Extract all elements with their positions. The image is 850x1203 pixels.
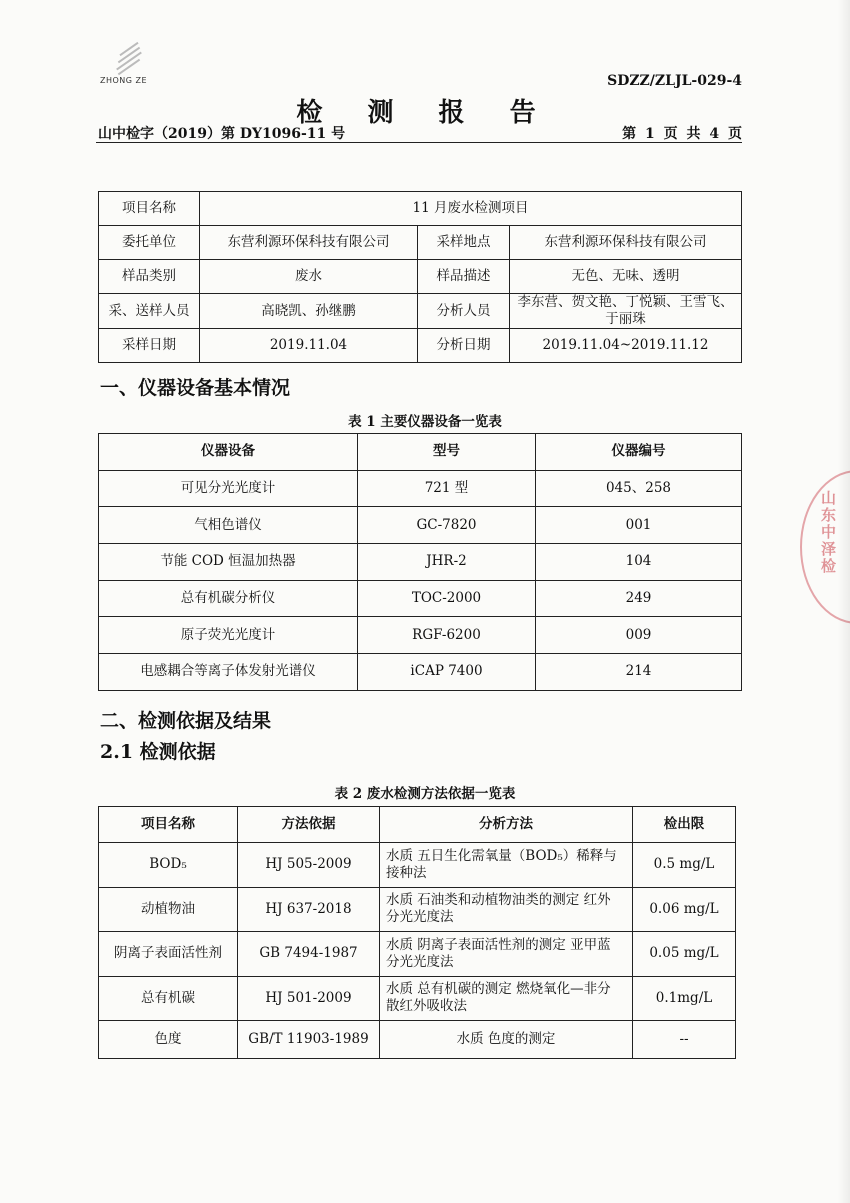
equipment-model: GC-7820 [358,507,536,544]
subsection-heading-basis: 2.1 检测依据 [100,741,216,763]
equipment-id: 214 [536,654,742,691]
table-row [99,329,742,363]
detection-limit: 0.5 mg/L [633,843,736,888]
table-row [99,617,742,654]
analyst-value: 李东营、贺文艳、丁悦颖、王雪飞、于丽珠 [510,294,742,329]
table-row [99,544,742,581]
table-row [99,294,742,329]
table-row [99,580,742,617]
table-row [99,192,742,226]
table-row [99,843,736,888]
column-header: 方法依据 [238,807,380,843]
test-item: 阴离子表面活性剂 [99,932,238,977]
sample-category-value: 废水 [200,260,418,294]
detection-limit: 0.05 mg/L [633,932,736,977]
client-value: 东营利源环保科技有限公司 [200,226,418,260]
seal-text: 山东中泽检 [819,490,837,575]
table-row [99,887,736,932]
section-heading-basis: 二、检测依据及结果 [100,710,272,732]
table2-caption: 表 2 废水检测方法依据一览表 [334,786,516,802]
equipment-id: 249 [536,580,742,617]
document-code: SDZZ/ZLJL-029-4 [607,73,742,89]
method-standard: GB/T 11903-1989 [238,1021,380,1059]
logo-text: ZHONG ZE [100,76,148,85]
equipment-name: 总有机碳分析仪 [99,580,358,617]
equipment-name: 电感耦合等离子体发射光谱仪 [99,654,358,691]
client-label: 委托单位 [99,226,200,260]
table-row [99,976,736,1021]
page-title: 检 测 报 告 [296,98,554,128]
table-header-row [99,434,742,471]
equipment-name: 原子荧光光度计 [99,617,358,654]
company-logo [100,40,160,90]
equipment-id: 045、258 [536,470,742,507]
table-row [99,226,742,260]
analysis-method: 水质 石油类和动植物油类的测定 红外分光光度法 [380,887,633,932]
column-header: 型号 [358,434,536,471]
column-header: 分析方法 [380,807,633,843]
test-item: 总有机碳 [99,976,238,1021]
detection-limit: 0.06 mg/L [633,887,736,932]
report-number: 山中检字（2019）第 DY1096-11 号 [98,126,346,142]
equipment-model: RGF-6200 [358,617,536,654]
analysis-method: 水质 五日生化需氧量（BOD₅）稀释与接种法 [380,843,633,888]
sampler-label: 采、送样人员 [99,294,200,329]
method-standard: GB 7494-1987 [238,932,380,977]
equipment-model: TOC-2000 [358,580,536,617]
project-name-value: 11 月废水检测项目 [200,192,742,226]
section-heading-equipment: 一、仪器设备基本情况 [100,377,291,399]
table-row [99,470,742,507]
sample-description-value: 无色、无味、透明 [510,260,742,294]
sample-info-table [98,191,742,363]
analysis-date-label: 分析日期 [418,329,510,363]
page-edge-shadow [838,0,850,1203]
detection-limit: 0.1mg/L [633,976,736,1021]
equipment-model: iCAP 7400 [358,654,536,691]
analysis-method: 水质 阴离子表面活性剂的测定 亚甲蓝分光光度法 [380,932,633,977]
column-header: 项目名称 [99,807,238,843]
method-standard: HJ 501-2009 [238,976,380,1021]
sampling-site-label: 采样地点 [418,226,510,260]
analysis-method: 水质 总有机碳的测定 燃烧氧化—非分散红外吸收法 [380,976,633,1021]
equipment-model: 721 型 [358,470,536,507]
test-item: BOD₅ [99,843,238,888]
sampling-site-value: 东营利源环保科技有限公司 [510,226,742,260]
table-row [99,654,742,691]
table-header-row [99,807,736,843]
column-header: 检出限 [633,807,736,843]
test-item: 动植物油 [99,887,238,932]
detection-limit: -- [633,1021,736,1059]
equipment-table [98,433,742,691]
table-row [99,932,736,977]
method-table [98,806,736,1059]
header-divider [96,142,742,143]
page-indicator: 第 1 页 共 4 页 [622,126,742,142]
column-header: 仪器编号 [536,434,742,471]
sample-description-label: 样品描述 [418,260,510,294]
equipment-model: JHR-2 [358,544,536,581]
analysis-method: 水质 色度的测定 [380,1021,633,1059]
table1-caption: 表 1 主要仪器设备一览表 [348,414,502,430]
equipment-name: 可见分光光度计 [99,470,358,507]
method-standard: HJ 505-2009 [238,843,380,888]
equipment-name: 气相色谱仪 [99,507,358,544]
sample-category-label: 样品类别 [99,260,200,294]
equipment-id: 001 [536,507,742,544]
sampling-date-label: 采样日期 [99,329,200,363]
equipment-id: 009 [536,617,742,654]
sampler-value: 高晓凯、孙继鹏 [200,294,418,329]
equipment-id: 104 [536,544,742,581]
analyst-label: 分析人员 [418,294,510,329]
sampling-date-value: 2019.11.04 [200,329,418,363]
project-name-label: 项目名称 [99,192,200,226]
analysis-date-value: 2019.11.04~2019.11.12 [510,329,742,363]
table-row [99,507,742,544]
table-row [99,260,742,294]
test-item: 色度 [99,1021,238,1059]
method-standard: HJ 637-2018 [238,887,380,932]
column-header: 仪器设备 [99,434,358,471]
equipment-name: 节能 COD 恒温加热器 [99,544,358,581]
table-row [99,1021,736,1059]
